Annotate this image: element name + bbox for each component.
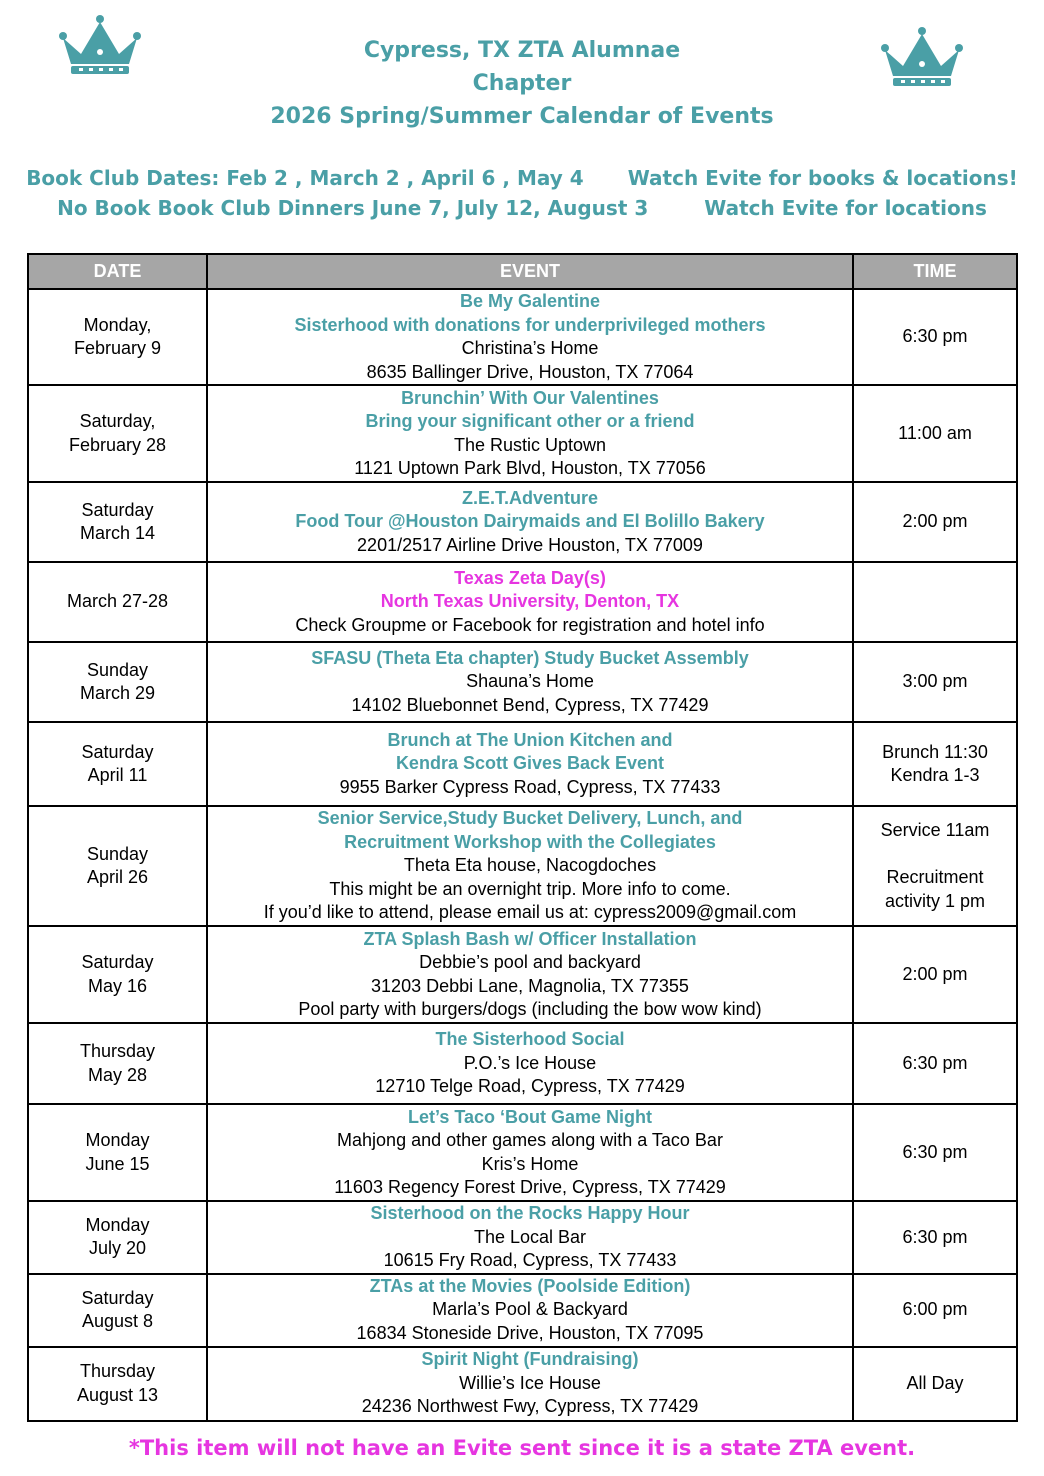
title-line: Chapter bbox=[472, 71, 572, 96]
cell-line: Kris’s Home bbox=[481, 1153, 579, 1174]
cell-line: 2:00 pm bbox=[902, 511, 968, 532]
cell-line: 31203 Debbi Lane, Magnolia, TX 77355 bbox=[371, 975, 689, 996]
time-cell bbox=[853, 1274, 1017, 1347]
cell-line: Check Groupme or Facebook for registration and hotel info bbox=[295, 614, 765, 635]
cell-line: August 8 bbox=[81, 1311, 154, 1331]
time-cell bbox=[853, 385, 1017, 482]
cell-line: 14102 Bluebonnet Bend, Cypress, TX 77429 bbox=[351, 694, 709, 715]
cell-line: April 11 bbox=[87, 765, 148, 785]
date-cell bbox=[28, 926, 207, 1023]
cell-line: Christina’s Home bbox=[461, 338, 599, 358]
time-cell bbox=[853, 562, 1017, 642]
cell-line: Thursday bbox=[79, 1041, 156, 1061]
cell-line: Marla’s Pool & Backyard bbox=[432, 1299, 628, 1320]
date-cell bbox=[28, 1023, 207, 1104]
title-line: Cypress, TX ZTA Alumnae bbox=[363, 38, 681, 63]
event-title-line: Kendra Scott Gives Back Event bbox=[395, 753, 665, 774]
cell-line: March 27-28 bbox=[66, 591, 169, 612]
cell-line: Saturday bbox=[81, 952, 154, 972]
event-cell bbox=[207, 722, 853, 806]
event-cell bbox=[207, 1201, 853, 1274]
date-cell bbox=[28, 385, 207, 482]
cell-line: 6:30 pm bbox=[902, 1141, 968, 1162]
cell-line: 8635 Ballinger Drive, Houston, TX 77064 bbox=[366, 361, 694, 382]
cell-line: Shauna’s Home bbox=[466, 671, 594, 692]
event-title-line: Recruitment Workshop with the Collegiates bbox=[344, 831, 716, 852]
time-cell bbox=[853, 482, 1017, 562]
event-title-line: Brunch at The Union Kitchen and bbox=[387, 729, 673, 750]
header-date: DATE bbox=[28, 254, 207, 289]
cell-line: Service 11am bbox=[880, 820, 990, 840]
event-cell bbox=[207, 1274, 853, 1347]
time-cell bbox=[853, 1347, 1017, 1421]
cell-line: Saturday bbox=[81, 499, 154, 520]
cell-line: 12710 Telge Road, Cypress, TX 77429 bbox=[375, 1076, 685, 1097]
cell-line: All Day bbox=[906, 1372, 964, 1393]
cell-line: February 9 bbox=[73, 338, 162, 358]
cell-line: 6:30 pm bbox=[902, 1052, 968, 1073]
table-row bbox=[28, 806, 1017, 926]
event-title-line: Spirit Night (Fundraising) bbox=[421, 1349, 639, 1370]
cell-line: 2:00 pm bbox=[902, 963, 968, 984]
cell-line: June 15 bbox=[85, 1153, 150, 1174]
title-line: 2026 Spring/Summer Calendar of Events bbox=[270, 104, 774, 129]
cell-line: Kendra 1-3 bbox=[890, 765, 980, 785]
table-row bbox=[28, 1347, 1017, 1421]
table-row bbox=[28, 482, 1017, 562]
cell-line: 6:30 pm bbox=[902, 1226, 968, 1247]
table-row bbox=[28, 385, 1017, 482]
cell-line: This might be an overnight trip. More info to come. bbox=[329, 878, 731, 899]
table-row bbox=[28, 1201, 1017, 1274]
cell-line: Sunday bbox=[86, 659, 149, 680]
cell-line: The Local Bar bbox=[473, 1226, 587, 1247]
event-cell bbox=[207, 642, 853, 722]
cell-line: February 28 bbox=[68, 434, 167, 455]
event-cell bbox=[207, 562, 853, 642]
table-row bbox=[28, 562, 1017, 642]
event-title-line: North Texas University, Denton, TX bbox=[380, 591, 680, 612]
cell-line: 6:00 pm bbox=[902, 1299, 968, 1320]
time-cell bbox=[853, 289, 1017, 385]
date-cell bbox=[28, 642, 207, 722]
cell-line: July 20 bbox=[88, 1238, 147, 1259]
cell-line: Saturday, bbox=[79, 411, 156, 431]
cell-line: 9955 Barker Cypress Road, Cypress, TX 77433 bbox=[339, 776, 721, 797]
cell-line: 6:30 pm bbox=[902, 326, 968, 347]
event-title-line: Let’s Taco ‘Bout Game Night bbox=[407, 1106, 653, 1127]
cell-line: Pool party with burgers/dogs (including the bow wow kind) bbox=[298, 999, 762, 1019]
time-cell bbox=[853, 806, 1017, 926]
date-cell bbox=[28, 289, 207, 385]
book-club-line bbox=[0, 163, 1044, 193]
cell-line: Thursday bbox=[79, 1361, 156, 1381]
date-cell bbox=[28, 562, 207, 642]
page-title bbox=[0, 34, 1044, 133]
cell-line: 11:00 am bbox=[898, 422, 972, 443]
date-cell bbox=[28, 1347, 207, 1421]
table-header-row bbox=[28, 254, 1017, 289]
cell-line: P.O.’s Ice House bbox=[463, 1052, 597, 1073]
cell-line: May 28 bbox=[87, 1064, 148, 1085]
cell-line: August 13 bbox=[76, 1384, 159, 1405]
cell-line: Sunday bbox=[86, 843, 149, 864]
event-cell bbox=[207, 1347, 853, 1421]
cell-line: 1121 Uptown Park Blvd, Houston, TX 77056 bbox=[354, 458, 706, 478]
cell-line: activity 1 pm bbox=[884, 890, 986, 911]
event-title-line: Be My Galentine bbox=[459, 291, 601, 311]
event-title-line: SFASU (Theta Eta chapter) Study Bucket Assembly bbox=[311, 647, 749, 668]
event-title-line: Texas Zeta Day(s) bbox=[454, 567, 606, 588]
date-cell bbox=[28, 722, 207, 806]
event-title-line: The Sisterhood Social bbox=[435, 1029, 625, 1050]
time-cell bbox=[853, 1201, 1017, 1274]
cell-line: 16834 Stoneside Drive, Houston, TX 77095 bbox=[356, 1322, 704, 1343]
time-cell bbox=[853, 1023, 1017, 1104]
date-cell bbox=[28, 1274, 207, 1347]
event-cell bbox=[207, 482, 853, 562]
time-cell bbox=[853, 1104, 1017, 1201]
event-title-line: Brunchin’ With Our Valentines bbox=[401, 387, 659, 408]
table-row bbox=[28, 1274, 1017, 1347]
event-title-line: Bring your significant other or a friend bbox=[365, 411, 695, 431]
event-title-line: ZTAs at the Movies (Poolside Edition) bbox=[369, 1275, 691, 1296]
cell-line: If you’d like to attend, please email us at: cypress2009@gmail.com bbox=[263, 902, 797, 923]
event-title-line: Z.E.T.Adventure bbox=[461, 487, 599, 508]
header-time: TIME bbox=[853, 254, 1017, 289]
cell-line: Saturday bbox=[81, 741, 154, 762]
cell-line: The Rustic Uptown bbox=[453, 434, 607, 455]
table-row bbox=[28, 642, 1017, 722]
event-cell bbox=[207, 926, 853, 1023]
time-cell bbox=[853, 642, 1017, 722]
cell-line: 3:00 pm bbox=[902, 671, 968, 692]
cell-line: March 29 bbox=[79, 683, 156, 703]
event-cell bbox=[207, 289, 853, 385]
event-cell bbox=[207, 806, 853, 926]
footer-note: *This item will not have an Evite sent since it is a state ZTA event. bbox=[128, 1436, 916, 1460]
event-title-line: Sisterhood on the Rocks Happy Hour bbox=[370, 1203, 690, 1223]
dinner-line bbox=[0, 193, 1044, 223]
table-row bbox=[28, 289, 1017, 385]
event-title-line: Senior Service,Study Bucket Delivery, Lunch, and bbox=[317, 808, 743, 829]
cell-line bbox=[858, 843, 1012, 867]
event-cell bbox=[207, 1023, 853, 1104]
date-cell bbox=[28, 1104, 207, 1201]
cell-line: Theta Eta house, Nacogdoches bbox=[403, 855, 657, 876]
event-title-line: Sisterhood with donations for underprivileged mothers bbox=[294, 314, 766, 335]
table-row bbox=[28, 722, 1017, 806]
cell-line: Debbie’s pool and backyard bbox=[419, 952, 641, 972]
cell-line: April 26 bbox=[86, 867, 149, 887]
cell-line: Willie’s Ice House bbox=[459, 1372, 601, 1393]
cell-line: Monday bbox=[85, 1130, 150, 1150]
header-event: EVENT bbox=[207, 254, 853, 289]
events-table bbox=[27, 253, 1018, 1422]
table-row bbox=[28, 1023, 1017, 1104]
time-cell bbox=[853, 722, 1017, 806]
cell-line: 10615 Fry Road, Cypress, TX 77433 bbox=[383, 1250, 677, 1270]
cell-line: 11603 Regency Forest Drive, Cypress, TX 77429 bbox=[334, 1177, 726, 1197]
cell-line: May 16 bbox=[87, 975, 148, 996]
date-cell bbox=[28, 1201, 207, 1274]
table-row bbox=[28, 1104, 1017, 1201]
dinner-note: Watch Evite for locations bbox=[704, 196, 987, 220]
event-cell bbox=[207, 385, 853, 482]
date-cell bbox=[28, 806, 207, 926]
cell-line: 24236 Northwest Fwy, Cypress, TX 77429 bbox=[361, 1396, 699, 1417]
time-cell bbox=[853, 926, 1017, 1023]
dinner-dates: No Book Book Club Dinners June 7, July 12, August 3 bbox=[57, 196, 649, 220]
event-cell bbox=[207, 1104, 853, 1201]
book-club-note: Watch Evite for books & locations! bbox=[627, 166, 1018, 190]
cell-line: March 14 bbox=[79, 523, 156, 543]
event-title-line: ZTA Splash Bash w/ Officer Installation bbox=[363, 928, 697, 949]
cell-line: Monday bbox=[85, 1214, 150, 1235]
cell-line: Saturday bbox=[81, 1287, 154, 1308]
event-title-line: Food Tour @Houston Dairymaids and El Bolillo Bakery bbox=[295, 511, 765, 532]
cell-line: 2201/2517 Airline Drive Houston, TX 77009 bbox=[357, 534, 703, 555]
cell-line: Monday, bbox=[83, 314, 152, 335]
cell-line: Brunch 11:30 bbox=[882, 741, 988, 762]
cell-line: Mahjong and other games along with a Taco Bar bbox=[337, 1130, 723, 1150]
table-row bbox=[28, 926, 1017, 1023]
cell-line: Recruitment bbox=[886, 867, 984, 887]
book-club-dates: Book Club Dates: Feb 2 , March 2 , April 6 , May 4 bbox=[26, 166, 584, 190]
date-cell bbox=[28, 482, 207, 562]
